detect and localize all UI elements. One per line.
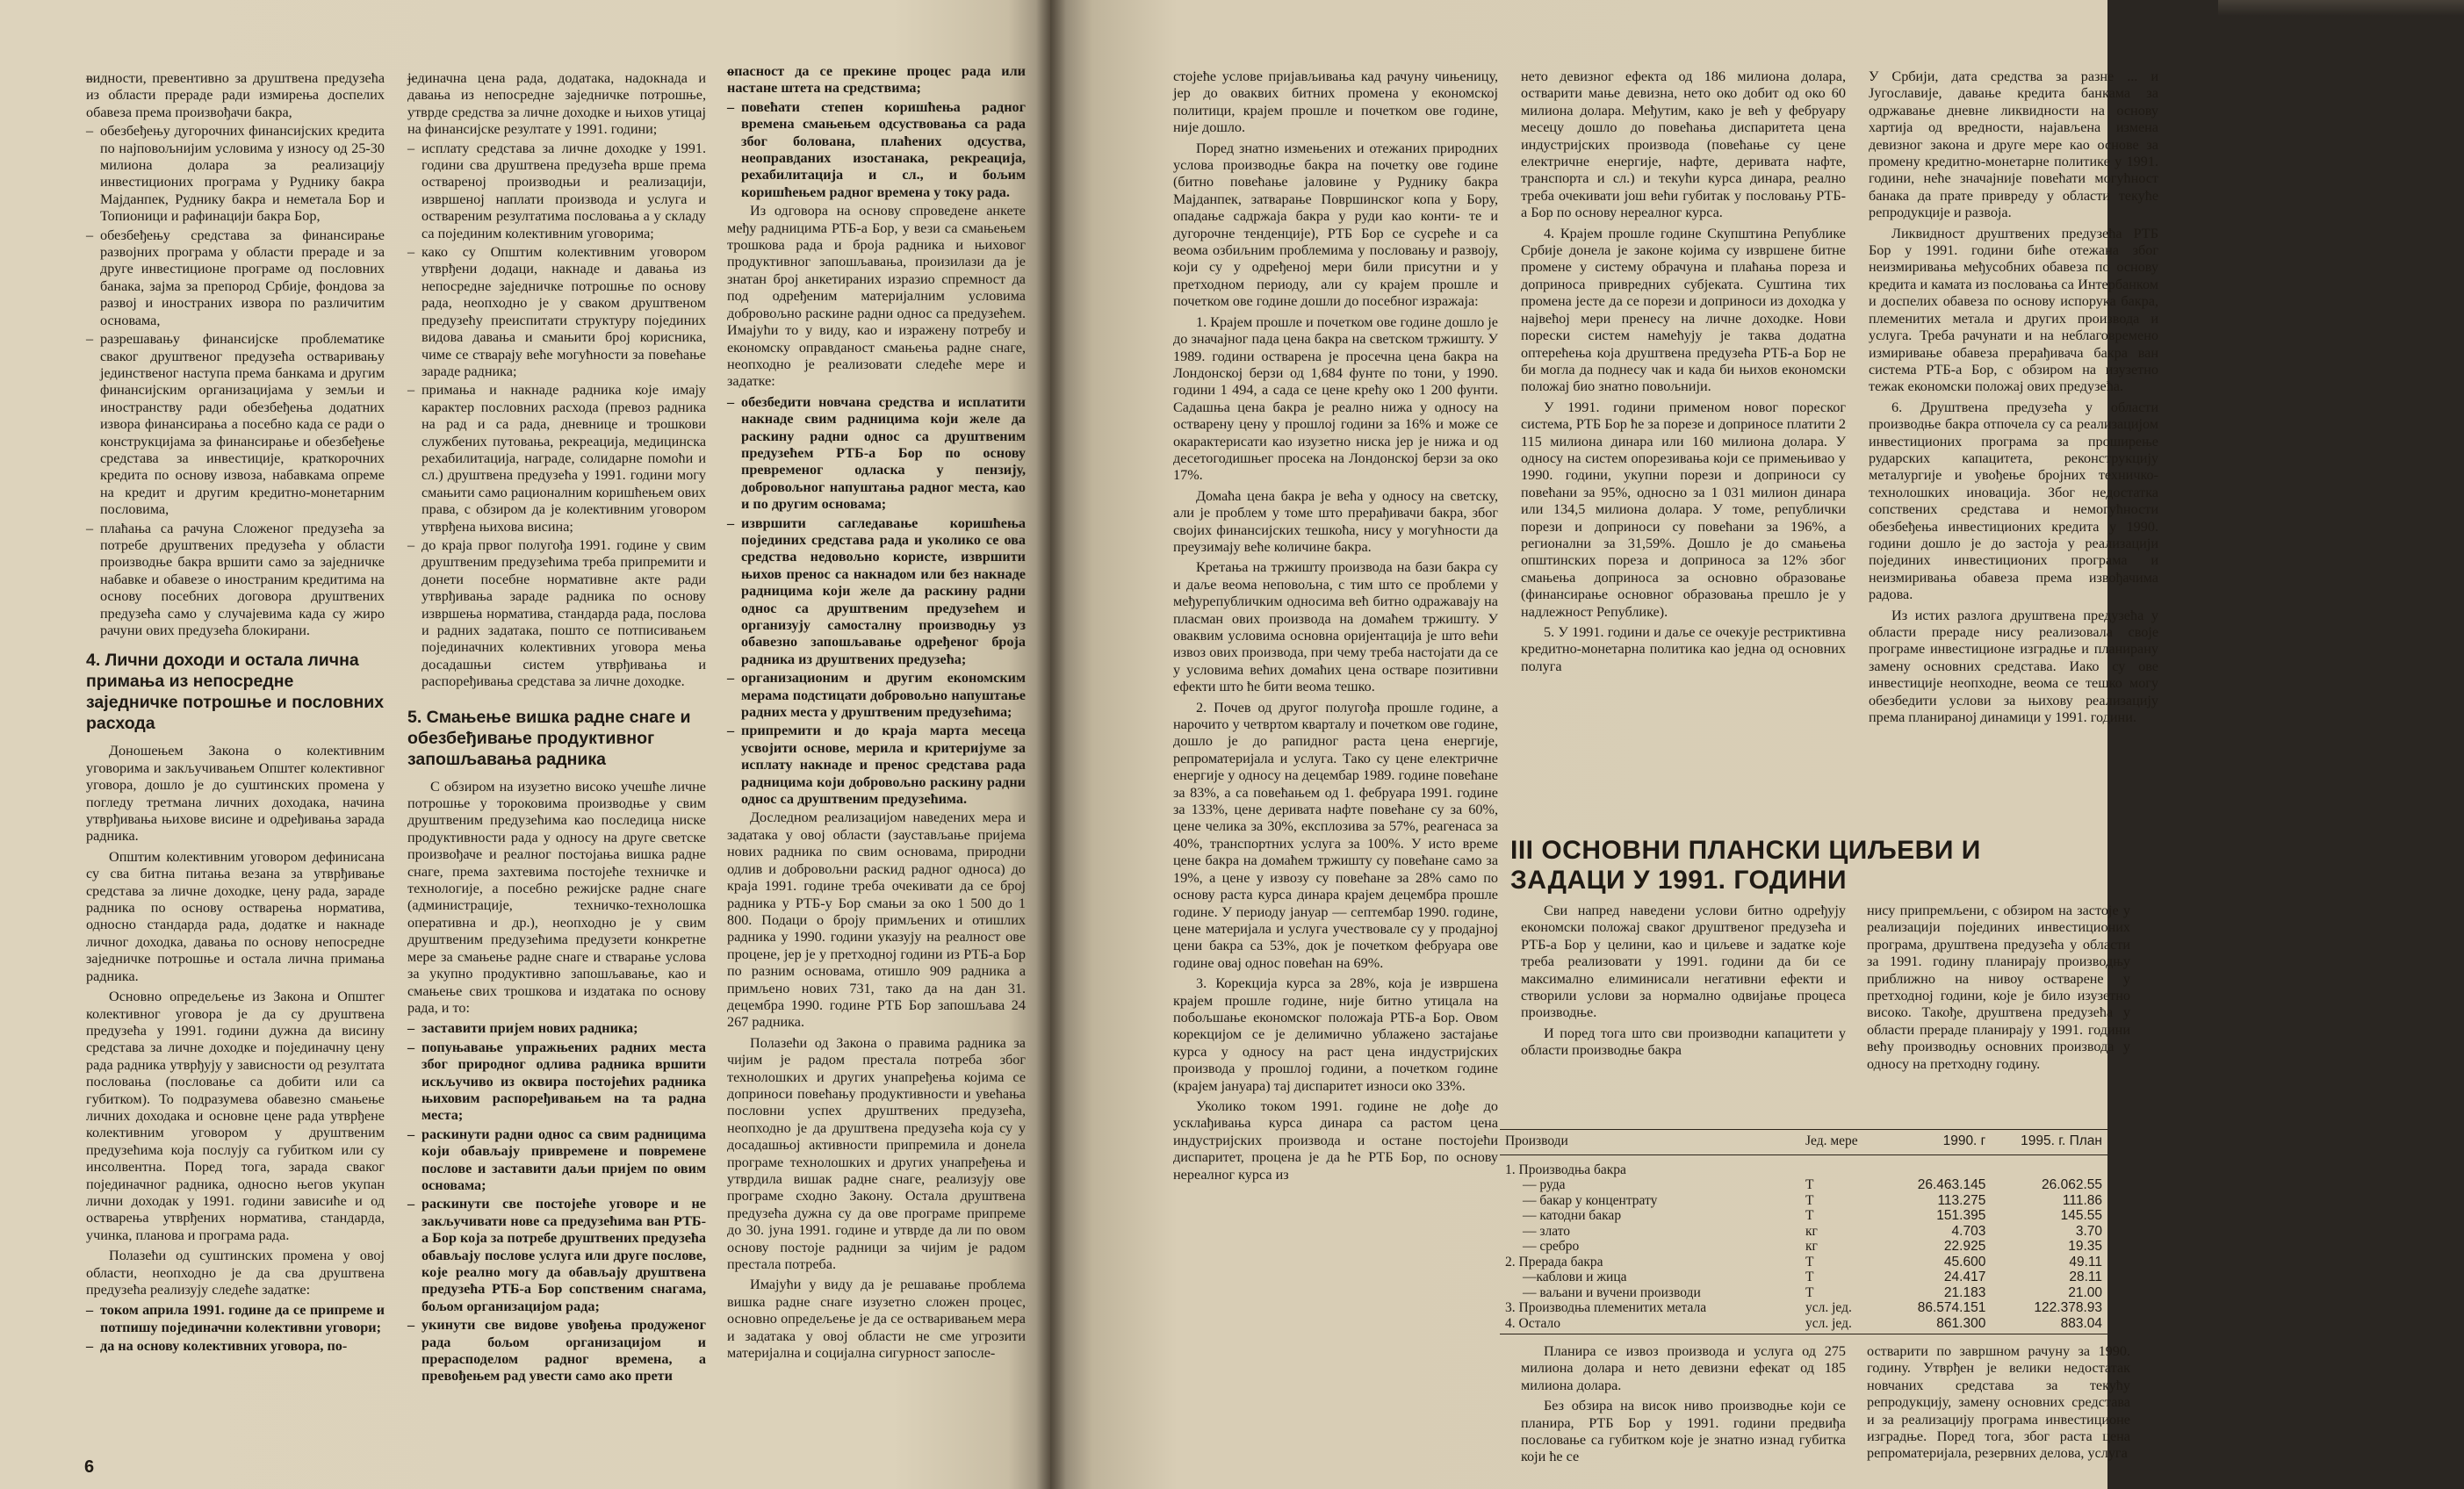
paragraph: И поред тога што сви производни капацитети у области производње бакра	[1521, 1025, 1846, 1059]
table-cell-1990	[1891, 1155, 1991, 1177]
paragraph: Општим колективним уговором дефинисана су сва битна питања везана за утврђивање средстава за личне доходке, цену рада, зараде радника по основу остварења норматива, односно стандарда рада, додатке и накнаде личног доходка, давања по основу непосредне заједничке потрошње и остала лична примања радника.	[86, 848, 385, 984]
list-item: – примања и накнаде радника које имају карактер пословних расхода (превоз радника на рад и са рада, дневнице и трошкови службених путовања, рекреација, медицинска рехабилитација, награде, солидарне помоћи и сл.) друштвена предузећа у 1991. години могу смањити само рационалним коришћењем ових права, с обзиром да је колективним уговором утврђена њихова висина;	[407, 382, 706, 536]
table-cell-plan: 28.11	[2069, 1270, 2102, 1284]
table-cell-product: 4. Остало	[1500, 1316, 1800, 1334]
table-cell-unit: Т	[1805, 1192, 1814, 1208]
table-header-1990: 1990. г	[1891, 1130, 1991, 1155]
table-cell-unit: усл. јед.	[1800, 1316, 1891, 1334]
section3-column-a	[1521, 903, 1846, 1063]
bullet-list-measures	[727, 394, 1026, 809]
table-cell-1990: 113.275	[1937, 1192, 1986, 1208]
table-cell-unit: Т	[1805, 1270, 1814, 1284]
paragraph: Без обзира на висок ниво производње који се планира, РТБ Бор у 1991. години предвиђа пословање са губитком које је знатно изнад губитка који ће се	[1521, 1398, 1846, 1465]
table-cell-1990: 4.703	[1951, 1223, 1986, 1239]
bullet-list-tasks	[86, 1302, 385, 1355]
list-item: – припремити и до краја марта месеца усвојити основе, мерила и критеријуме за исплату накнаде и пренос средстава рада радницима који добровољно раскину радни однос са друштвеним предузећима.	[727, 723, 1026, 808]
table-row	[1500, 1239, 2107, 1255]
table-row	[1500, 1270, 2107, 1285]
table-cell-plan: 145.55	[2060, 1208, 2102, 1223]
paragraph: Основно опредељење из Закона и Општег колективног уговора је да су друштвена предузећа у 1991. години дужна да висину средстава за личне доходке и појединачну цену рада радника утврђују у зависности од резултата пословања (пословање са добити или са губитком). То подразумева обавезно смањење личних доходака и основне цене рада утврђене колективним уговором у друштвеним предузећима која послују са губитком или су инсолвентна. Поред тога, зарада сваког појединачног радника, односно његов укупан лични доходак у 1991. години зависиће и од остварења утврђених норматива, стандарда, учинка, планова и програма рада.	[86, 989, 385, 1243]
paragraph: 6. Друштвена предузећа у области производње бакра отпочела су са реализацијом инвестиционих програма за проширење рударских капацитета, реконструкцију металургије и увођење бројних техничко-технолошких иновација. Због недостатка сопствених средстава и немогућности обезбеђења инвестиционих кредита у 1990. години дошло је до застоја у реализацији појединих инвестиционих програма и неизмиривања обавеза према извођачима радова.	[1869, 399, 2158, 603]
table-cell-product: — бакар у концентрату	[1523, 1192, 1658, 1208]
paragraph: 1. Крајем прошле и почетком ове године дошло је до значајног пада цена бакра на светском тржишту. У 1989. години остварена је просечна цена бакра на Лондонској берзи од 1,684 фунте по тони, у 1990. години 1 494, а сада се цене крећу око 1 200 фунти. Садашња цена бакра је реално нижа у односу на остварену цену у прошлој години за 16% и може се окарактерисати као изузетно ниска јер је нижа и од десетогодишњег просека на Лондонској берзи за око 17%.	[1173, 313, 1498, 484]
paragraph: Имајући у виду да је решавање проблема вишка радне снаге изузетно сложен процес, основно опредељење је да се остваривањем мера и задатака у овој области не сме угрозити материјална и социјална сигурност запосле-	[727, 1277, 1026, 1362]
bullet-list-finance	[86, 70, 385, 639]
section-heading-3: III ОСНОВНИ ПЛАНСКИ ЦИЉЕВИ И ЗАДАЦИ У 1991. ГОДИНИ	[1510, 836, 1981, 895]
list-item: – обезбедити новчана средства и исплатити накнаде свим радницима који желе да раскину радни однос са друштвеним предузећем РТБ-а Бор по основу превременог одласка у пензију, добровољног напуштања радног места, као и по другим основама;	[727, 394, 1026, 514]
section3-column-c	[1521, 1343, 1846, 1470]
section3-column-b	[1867, 903, 2130, 1076]
table-cell-1990: 151.395	[1936, 1208, 1986, 1223]
section3-column-d	[1867, 1343, 2130, 1466]
list-item: – током априла 1991. године да се припреме и потпишу појединачни колективни уговори;	[86, 1302, 385, 1336]
left-column-1	[86, 70, 385, 1357]
table-cell-plan: 21.00	[2068, 1284, 2102, 1300]
paragraph: С обзиром на изузетно високо учешће личне потрошње у тороковима производње у свим друштвеним предузећима као последица ниске продуктивности рада у односу на друге светске произвођаче и реалног постојања вишка радне снаге, према захтевима постојеће техничке и технологије, а посебно режијске радне снаге (администрације, техничко-технолошка оперативна и др.), неопходно је у свим друштвеним предузећима предузети конкретне мере за смањење радне снаге и стварање услова за укупно продуктивно запошљавање, као и смањење свих трошкова и издатака по основу рада, и то:	[407, 778, 706, 1016]
page-number: 6	[84, 1457, 95, 1477]
table-header-products: Производи	[1500, 1130, 1800, 1155]
list-item: – видности, превентивно за друштвена предузећа из области прераде ради измирења доспелих обавеза према произвођачи бакра,	[86, 70, 385, 121]
paragraph: 3. Корекција курса за 28%, која је извршена крајем прошле године, није битно утицала на побољшање економског положаја РТБ-а Бор. Овом корекцијом се је делимично ублажено застајање курса у односу на раст цена индустријских производа у прошлој години, а почетком године (крајем јануара) тај диспаритет износи око 33%.	[1173, 975, 1498, 1094]
table-cell-plan: 3.70	[2075, 1223, 2102, 1239]
table-cell-plan: 26.062.55	[2042, 1177, 2102, 1192]
table-row	[1500, 1300, 2107, 1316]
bullet-list-time	[727, 63, 1026, 201]
paragraph: Доследном реализацијом наведених мера и задатака у овој области (заустављање пријема нових радника по свим основама, природни одлив и добровољни раскид радног односа) до краја 1991. године треба очекивати да се број радника у РТБ-у Бор смањи за око 1 500 до 1 800. Подаци о броју примљених и отишлих радника у 1990. години указују на реалност ове процене, јер је у претходној години из РТБ-а Бор по разним основама, отишло 909 радника а примљено нових 731, тако да на дан 31. децембра 1990. године РТБ Бор запошљава 24 267 радника.	[727, 809, 1026, 1031]
right-column-1	[1173, 68, 1498, 1187]
paragraph: Доношењем Закона о колективним уговорима и закључивањем Општег колективног уговора, дошло је до суштинских промена у погледу третмана личних доходака, начина утврђивања њихове висине и одређивања зарада радника.	[86, 743, 385, 845]
table-cell-plan: 111.86	[2062, 1192, 2102, 1208]
table-row	[1500, 1285, 2107, 1301]
table-cell-product: — сребро	[1523, 1239, 1580, 1254]
paragraph: Полазећи од суштинских промена у овој области, неопходно је да сва друштвена предузећа реализују следеће задатке:	[86, 1248, 385, 1298]
table-cell-product: 1. Производња бакра	[1505, 1162, 1626, 1177]
paragraph: нето девизног ефекта од 186 милиона долара, остварити мање девизна, нето око добит од око 60 милиона долара. Међутим, како је већ у фебруару месецу дошло до повећања диспаритета цена индустријских производа (повећање су цене електричне енергије, нафте, деривата нафте, транспорта и сл.) и текући курса динара, реално треба очекивати још већи губитак у пословању РТБ-а Бор по основу нереалног курса.	[1521, 68, 1846, 221]
paragraph: У Србији, дата средства за разне ... и Југославије, давање кредита банкама за одржавање дневне ликвидности на основу хартија од вредности, најављена измена девизног закона и друге мере као основе за промену кредитно-монетарне политике у 1991. години, неће значајније повећати могућност банака да прате привреду у области текуће репродукције и развоја.	[1869, 68, 2158, 221]
list-item: – како су Општим колективним уговором утврђени додаци, накнаде и давања из непосредне заједничке потрошње по основу рада, неопходно је у сваком друштвеном предузећу преиспитати структуру појединих видова давања и смањити број корисника, чиме се стварају веће могућности за повећање зараде радника;	[407, 244, 706, 380]
paragraph: Из одговора на основу спроведене анкете међу радницима РТБ-а Бор, у вези са смањењем трошкова рада и броја радника и њиховог продуктивног запошљавања, произилази да је знатан број анкетираних изразио спремност да под одређеним материјалним условима добровољно раскине радни однос са предузећем. Имајући то у виду, као и изражену потребу и економску оправданост смањења радне снаге, неопходно је реализовати следеће мере и задатке:	[727, 203, 1026, 390]
right-column-2	[1521, 68, 1846, 679]
table-row	[1500, 1224, 2107, 1240]
table-cell-product: —каблови и жица	[1523, 1270, 1627, 1284]
spine-shadow	[1036, 0, 1066, 1489]
paragraph: Поред знатно измењених и отежаних природних услова производње бакра на почетку ове године (битно повећање јаловине у Руднику бакра Мајданпек, затварање Површинског копа у Бору, опадање садржаја бакра у руди као конти- те и дугорочне тенденције), РТБ Бор се сусреће и са веома озбиљним проблемима у пословању и развоју, који су у одређеној мери били присутни и у претходном периоду, али су крајем прошле и почетком ове године дошли до посебног изражаја:	[1173, 140, 1498, 310]
table-cell-1990: 861.300	[1891, 1316, 1991, 1334]
section-heading-4: 4. Лични доходи и остала лична примања из непосредне заједничке потрошње и пословних расхода	[86, 651, 385, 734]
paragraph: Домаћа цена бакра је већа у односу на светску, али је проблем у томе што прерађивачи бакра, због својих финансијских тешкоћа, нису у могућности да преузимају веће количине бакра.	[1173, 487, 1498, 555]
right-column-3	[1869, 68, 2158, 730]
table-cell-product: — злато	[1523, 1223, 1571, 1239]
list-item: – разрешавању финансијске проблематике сваког друштвеног предузећа остваривању јединственог наступа према банкама и другим финансијским организацијама у земљи и иностранству ради обезбеђења додатних извора финансирања а посебно када се ради о конструкцијама за финансирање и обезбеђење средстава за инвестиције, краткорочних кредита по основу извоза, набавкама опреме на кредит и другим кредитно-монетарним пословима,	[86, 331, 385, 518]
table-cell-product: — катодни бакар	[1523, 1208, 1622, 1223]
table-cell-product: 3. Производња племенитих метала	[1505, 1300, 1707, 1315]
table-cell-unit	[1800, 1155, 1891, 1177]
table-cell-1990: 86.574.151	[1917, 1300, 1986, 1315]
list-item: – обезбеђењу дугорочних финансијских кредита по најповољнијим условима у износу од 25-30 милиона долара за реализацију инвестиционих програма у Руднику бакра Мајданпек, Руднику бакра и неметала Бор и Топионици и рафинацији бакра Бор,	[86, 123, 385, 225]
list-item: – опасност да се прекине процес рада или настане штета на средствима;	[727, 63, 1026, 97]
paragraph: Полазећи од Закона о правима радника за чијим је радом престала потреба због технолошких и других унапређења којима се доприноси повећању продуктивности и увећања пословни успех друштвених предузећа, неопходно је да друштвена предузећа која су у досадашњој активности припремила и донела програме технолошких и других унапређења и утврдила вишак радне снаге, реализују ове програме сходно Закону. Остала друштвена предузећа дужна су да ове програме припреме до 30. јуна 1991. године и утврде да ли по овом основу постоје радници за чијим је радом престала потреба.	[727, 1034, 1026, 1273]
paragraph: 5. У 1991. години и даље се очекује рестриктивна кредитно-монетарна политика као једна од основних полуга	[1521, 624, 1846, 674]
table-row	[1500, 1155, 2107, 1177]
paragraph: Кретања на тржишту производа на бази бакра су и даље веома неповољна, с тим што се проблеми у међурепубличким односима већ битно одражавају на пласман ових производа на домаћем тржишту. У оваквим условима основна оријентација је што већи извоз ових производа, при чему треба настојати да се у условима већих домаћих цена остваре позитивни ефекти што ће бити веома тешко.	[1173, 559, 1498, 695]
table-cell-plan: 19.35	[2068, 1239, 2102, 1254]
table-cell-1990: 24.417	[1943, 1270, 1986, 1284]
table-cell-plan: 883.04	[1991, 1316, 2107, 1334]
paragraph: нису припремљени, с обзиром на застоје у реализацији појединих инвестиционих програма, друштвена предузећа у области за 1991. годину планирају производњу приближно на нивоу остварене у претходној години, које је било изузетно високо. Такође, друштвена предузећа у области прераде планирају у 1991. години већу производњу основних производа у односу на претходну годину.	[1867, 903, 2130, 1072]
paragraph: 2. Почев од другог полугођа прошле године, а нарочито у четвртом кварталу и почетком ове године, дошло је до рапидног раста цена енергије, репроматеријала и услуга. Тако су цене електричне енергије у односу на децембар 1989. године повећане за 83%, а са повећањем од 1. фебруара 1991. године за 133%, цене деривата нафте повећане су за 60%, цене челика за 30%, експлозива за 57%, реагенаса за 40%, транспортних услуга за 100%. У исто време цене бакра на домаћем тржишту су повећане само за 19%, а цене у извозу су повећане за 28% само по основу раста курса динара крајем децембра прошле године. У периоду јануар — септембар 1990. године, цене материјала и услуга учествовале су у продајној цени бакра са 53%, док је почетком фебруара ове године овај однос повећан на 69%.	[1173, 699, 1498, 971]
table-cell-1990: 45.600	[1943, 1254, 1986, 1270]
paragraph: Ликвидност друштвених предузећа РТБ Бор у 1991. години биће отежана због неизмиривања међусобних обавеза по основу кредита и камата из пословања са Интербанком и доспелих обавеза по основу испорука бакра, племенитих метала и других производа и услуга. Треба рачунати и на неблаговремено измиривање обавеза прерађивача бакра ван система РТБ-а Бор, с обзиром на изузетно тежак економски положај ових предузећа.	[1869, 225, 2158, 395]
torn-edge	[2218, 0, 2464, 16]
table-cell-1990: 21.183	[1943, 1284, 1986, 1300]
table-cell-unit: кг	[1805, 1223, 1818, 1239]
paragraph: Уколико током 1991. године не дође до усклађивања курса динара са растом цена индустријских производа и остане постојећи диспаритет, процена је да ће РТБ Бор, по основу нереалног курса из	[1173, 1097, 1498, 1183]
list-item: – организационим и другим економским мерама подстицати добровољно напуштање радних места у друштвеним предузећима;	[727, 670, 1026, 721]
paragraph: 4. Крајем прошле године Скупштина Републике Србије донела је законе којима су извршене битне промене у систему обрачуна и плаћања пореза и доприноса привредних субјеката. Суштина тих промена јесте да се порези и доприноси из доходка у највећој мери пренесу на личне доходке. Нови порески систем намећују је таква додатна оптерећења која друштвена предузећа РТБ-а Бор не би могла да поднесу чак и када би њихов економски положај био знатно повољнији.	[1521, 225, 1846, 395]
list-item: – укинути све видове увођења продуженог рада бољом организацијом и прерасподелом радног времена, а превођењем рад увести само ако прети	[407, 1317, 706, 1385]
list-item: – плаћања са рачуна Сложеног предузећа за потребе друштвених предузећа у области производње бакра вршити само за заједничке набавке и обавезе о иностраним кредитима на основу посебних договора друштвених предузећа само у случајевима када су жиро рачуни ових предузећа блокирани.	[86, 521, 385, 640]
left-page	[0, 0, 1050, 1489]
table-cell-product: — руда	[1523, 1177, 1566, 1192]
list-item: – раскинути радни однос са свим радницима који обављају привремене и повремене послове и заставити даљи пријем по овим основама;	[407, 1126, 706, 1195]
bullet-list-staff	[407, 1020, 706, 1385]
table-row	[1500, 1193, 2107, 1209]
table-cell-1990: 22.925	[1943, 1239, 1986, 1254]
left-column-3	[727, 63, 1026, 1365]
paragraph: У 1991. години применом новог пореског система, РТБ Бор ће за порезе и доприносе платити 2 115 милиона динара или 160 милиона долара. У односу на систем опорезивања који се примењивао у 1990. години, укупни порези и доприноси су повећани за 95%, односно за 1 031 милион динара или 134,5 милиона долара. У томе, републички порези и доприноси су повећани за 196%, а регионални за 31,59%. Дошло је до смањења општинских пореза и доприноса за 12% због смањења доприноса за основно образовање (финансирање основног образовања прешло је у надлежност Републике).	[1521, 399, 1846, 620]
list-item: – да на основу колективних уговора, по-	[86, 1338, 385, 1355]
list-item: – попуњавање упражњених радних места због природног одлива радника вршити искључиво из оквира постојећих радника њиховим распоређивањем на та радна места;	[407, 1039, 706, 1125]
section-heading-5: 5. Смањење вишка радне снаге и обезбеђивање продуктивног запошљавања радника	[407, 707, 691, 769]
list-item: – до краја првог полугођа 1991. године у свим друштвеним предузећима треба припремити и донети посебне нормативне акте ради утврђивања зараде радника по основу извршења норматива, стандарда рада, послова и радних задатака, пошто се потписивањем појединачних колективних уговора мења досадашњи систем утврђивања и распоређивања средстава за личне доходке.	[407, 537, 706, 691]
list-item: – раскинути све постојеће уговоре и не закључивати нове са предузећима ван РТБ-а Бор која за потребе друштвених предузећа обављају послове услуга или друге послове, које реално могу да обављају друштвена предузећа РТБ-а Бор сопственим снагама, бољом организацијом рада;	[407, 1196, 706, 1315]
list-item: – обезбеђењу средстава за финансирање развојних програма у области прераде и за друге инвестиционе програме од пословних банака, зајма за препород Србије, фондова за развој и иностраних извора по различитим основама,	[86, 227, 385, 329]
table-row	[1500, 1177, 2107, 1193]
table-cell-1990: 26.463.145	[1917, 1177, 1986, 1192]
paragraph: Из истих разлога друштвена предузећа у области прераде нису реализовала своје програме инвестиционе изградње и планирану замену основних средстава. Иако су ове инвестиције неопходне, веома се тешко могу обезбедити услови за њихову реализацију према планираној динамици у 1991. години.	[1869, 607, 2158, 726]
paragraph: Сви напред наведени услови битно одређују економски положај сваког друштвеног предузећа и РТБ-а Бор у целини, као и циљеве и задатке које треба реализовати у 1991. години да би се максимално елиминисали негативни ефекти и створили услови за нормално одвијање процеса производње.	[1521, 903, 1846, 1021]
table-cell-unit: кг	[1805, 1239, 1818, 1254]
table-header-unit: Јед. мере	[1800, 1130, 1891, 1155]
list-item: – исплату средстава за личне доходке у 1991. години сва друштвена предузећа врше према оствареној производњи и реализацији, извршеној наплати производа и услуга и оствареним резултатима пословања а у складу са појединим колективним уговорима;	[407, 140, 706, 242]
production-table	[1500, 1129, 2107, 1334]
table-cell-unit: усл. јед.	[1805, 1300, 1852, 1315]
table-cell-unit: Т	[1805, 1284, 1814, 1300]
paragraph: Планира се извоз производа и услуга од 275 милиона долара и нето девизни ефекат од 185 милиона долара.	[1521, 1343, 1846, 1393]
table-header-plan: 1995. г. План	[1991, 1130, 2107, 1155]
table-cell-unit: Т	[1805, 1208, 1814, 1223]
table-cell-product: — ваљани и вучени производи	[1523, 1284, 1701, 1300]
table-cell-unit: Т	[1805, 1177, 1814, 1192]
list-item: – јединачна цена рада, додатака, надокнада и давања из непосредне заједничке потрошње, утврде средства за личне доходке и њихов утицај на финансијске резултате у 1991. години;	[407, 70, 706, 139]
table-row	[1500, 1208, 2107, 1224]
table-cell-plan: 49.11	[2069, 1254, 2102, 1270]
table-row	[1500, 1316, 2107, 1334]
table-cell-unit: Т	[1805, 1254, 1814, 1270]
table-cell-plan: 122.378.93	[2034, 1300, 2102, 1315]
table-cell-plan	[1991, 1155, 2107, 1177]
list-item: – извршити сагледавање коришћења појединих средстава рада и уколико се ова средства недовољно користе, извршити њихов пренос са накнадом или без накнаде радницима који желе да раскину радни однос са друштвеним предузећем и организују самосталну производњу уз обавезно запошљавање одређеног броја радника из друштвених предузећа;	[727, 515, 1026, 669]
table-header-row	[1500, 1130, 2107, 1155]
paragraph: стојеће услове пријављивања кад рачуну чињеницу, јер до оваквих битних промена у економској политици, крајем прошле и почетком ове године, није дошло.	[1173, 68, 1498, 136]
bullet-list-wages	[407, 70, 706, 691]
list-item: – повећати степен коришћења радног времена смањењем одсуствовања са рада због болована, плаћених одсуства, неоправданих изостанака, рекреација, рехабилитација и сл., и бољим коришћењем радног времена у току рада.	[727, 99, 1026, 201]
left-column-2	[407, 70, 706, 1387]
paragraph: остварити по завршном рачуну за 1990. годину. Утврђен је велики недостатак новчаних средстава за текућу репродукцију, замену основних средстава и за реализацију програма инвестиционе изградње. Поред тога, због раста цена репроматеријала, резервних делова, услуга	[1867, 1343, 2130, 1462]
table-row	[1500, 1255, 2107, 1270]
table-body	[1500, 1155, 2107, 1334]
list-item: – заставити пријем нових радника;	[407, 1020, 706, 1037]
table-cell-product: 2. Прерада бакра	[1505, 1254, 1603, 1270]
